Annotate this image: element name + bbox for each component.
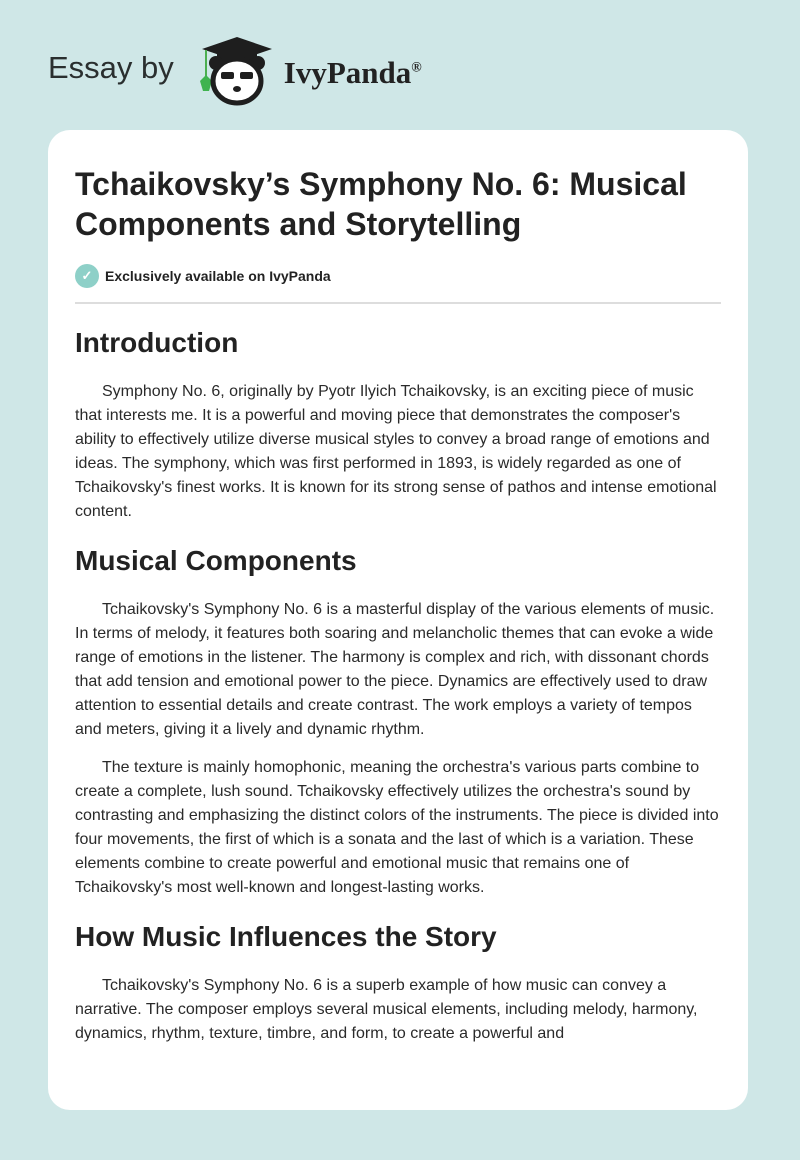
divider [75,302,721,304]
essay-card [48,130,748,1110]
paragraph: Symphony No. 6, originally by Pyotr Ilyich Tchaikovsky, is an exciting piece of music that interests me. It is a powerful and moving piece that demonstrates the composer's ability to effectively utilize diverse musical styles to convey a broad range of emotions and ideas. The symphony, which was first performed in 1893, is widely regarded as one of Tchaikovsky's finest works. It is known for its strong sense of pathos and intense emotional content. [75,383,717,520]
brand-name [284,55,422,91]
ivypanda-logo-icon[interactable] [192,35,282,107]
exclusive-badge [75,264,721,288]
brand-text: IvyPanda [283,55,412,90]
check-icon: ✓ [75,264,99,288]
essay-title: Tchaikovsky’s Symphony No. 6: Musical Components and Storytelling [75,166,687,242]
essay-by-label: Essay by [48,50,174,85]
paragraph: Tchaikovsky's Symphony No. 6 is a superb example of how music can convey a narrative. The composer employs several musical elements, including melody, harmony, dynamics, rhythm, texture, timbre, and form, to create a powerful and [75,977,698,1042]
site-header [48,36,422,106]
paragraph: The texture is mainly homophonic, meaning the orchestra's various parts combine to create a complete, lush sound. Tchaikovsky effectively utilizes the orchestra's sound by contrasting and emphasizing the distinct colors of the instruments. The piece is divided into four movements, the first of which is a sonata and the last of which is a variation. These elements combine to create powerful and emotional music that remains one of Tchaikovsky's most well-known and longest-lasting works. [75,759,719,896]
section-heading: Introduction [75,327,239,358]
registered-mark: ® [411,60,422,76]
paragraph: Tchaikovsky's Symphony No. 6 is a masterful display of the various elements of music. In terms of melody, it features both soaring and melancholic themes that can evoke a wide range of emotions in the listener. The harmony is complex and rich, with dissonant chords that add tension and emotional power to the piece. Dynamics are effectively used to draw attention to essential details and create contrast. The work employs a variety of tempos and meters, giving it a lively and dynamic rhythm. [75,601,715,738]
section-heading: How Music Influences the Story [75,921,497,952]
exclusive-label: Exclusively available on IvyPanda [105,268,331,284]
section-heading: Musical Components [75,545,357,576]
